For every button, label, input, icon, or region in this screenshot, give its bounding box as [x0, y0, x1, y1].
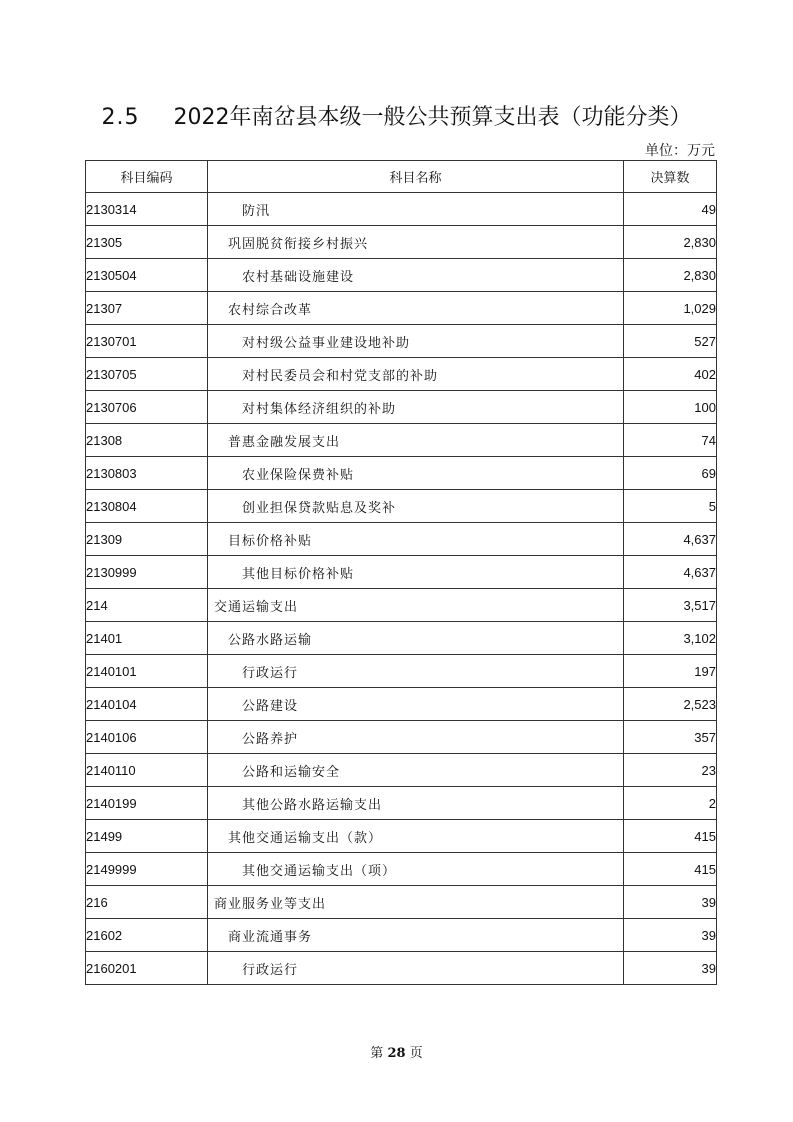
- subject-name: 对村集体经济组织的补助: [208, 391, 624, 424]
- subject-name: 防汛: [208, 193, 624, 226]
- final-amount: 2,830: [624, 226, 717, 259]
- table-row: [86, 787, 717, 820]
- subject-code: 21305: [86, 226, 208, 259]
- subject-code: 21307: [86, 292, 208, 325]
- table-row: [86, 820, 717, 853]
- subject-name: 目标价格补贴: [208, 523, 624, 556]
- subject-code: 2140199: [86, 787, 208, 820]
- subject-code: 21602: [86, 919, 208, 952]
- subject-name: 交通运输支出: [208, 589, 624, 622]
- subject-name: 其他交通运输支出（项）: [208, 853, 624, 886]
- final-amount: 1,029: [624, 292, 717, 325]
- subject-code: 2130999: [86, 556, 208, 589]
- final-amount: 4,637: [624, 556, 717, 589]
- subject-code: 2130803: [86, 457, 208, 490]
- table-row: [86, 556, 717, 589]
- header-code: 科目编码: [86, 161, 208, 193]
- final-amount: 49: [624, 193, 717, 226]
- subject-code: 2130701: [86, 325, 208, 358]
- final-amount: 402: [624, 358, 717, 391]
- subject-code: 2140106: [86, 721, 208, 754]
- subject-name: 公路建设: [208, 688, 624, 721]
- budget-table: [85, 160, 717, 985]
- subject-name: 其他公路水路运输支出: [208, 787, 624, 820]
- subject-name: 对村级公益事业建设地补助: [208, 325, 624, 358]
- final-amount: 2,523: [624, 688, 717, 721]
- table-row: [86, 688, 717, 721]
- final-amount: 357: [624, 721, 717, 754]
- subject-name: 对村民委员会和村党支部的补助: [208, 358, 624, 391]
- table-row: [86, 952, 717, 985]
- subject-code: 21401: [86, 622, 208, 655]
- subject-code: 216: [86, 886, 208, 919]
- subject-name: 创业担保贷款贴息及奖补: [208, 490, 624, 523]
- final-amount: 3,517: [624, 589, 717, 622]
- final-amount: 39: [624, 886, 717, 919]
- subject-code: 2130804: [86, 490, 208, 523]
- table-row: [86, 622, 717, 655]
- table-row: [86, 721, 717, 754]
- final-amount: 39: [624, 919, 717, 952]
- subject-code: 2140110: [86, 754, 208, 787]
- final-amount: 69: [624, 457, 717, 490]
- table-row: [86, 655, 717, 688]
- subject-name: 农村综合改革: [208, 292, 624, 325]
- header-name: 科目名称: [208, 161, 624, 193]
- table-header-row: [86, 161, 717, 193]
- subject-code: 21308: [86, 424, 208, 457]
- table-row: [86, 754, 717, 787]
- subject-code: 2149999: [86, 853, 208, 886]
- subject-name: 商业流通事务: [208, 919, 624, 952]
- table-row: [86, 226, 717, 259]
- table-row: [86, 325, 717, 358]
- table-row: [86, 589, 717, 622]
- table-row: [86, 292, 717, 325]
- subject-code: 2130504: [86, 259, 208, 292]
- subject-name: 公路水路运输: [208, 622, 624, 655]
- subject-name: 农村基础设施建设: [208, 259, 624, 292]
- table-row: [86, 919, 717, 952]
- final-amount: 527: [624, 325, 717, 358]
- page-suffix: 页: [409, 1046, 423, 1061]
- table-row: [86, 490, 717, 523]
- table-title: 2022年南岔县本级一般公共预算支出表（功能分类）: [173, 105, 692, 130]
- page-footer: [0, 1042, 793, 1061]
- section-number: 2.5: [101, 105, 140, 130]
- subject-name: 行政运行: [208, 655, 624, 688]
- table-row: [86, 424, 717, 457]
- subject-name: 巩固脱贫衔接乡村振兴: [208, 226, 624, 259]
- page-title: [0, 100, 793, 131]
- table-row: [86, 853, 717, 886]
- table-row: [86, 259, 717, 292]
- subject-name: 公路和运输安全: [208, 754, 624, 787]
- final-amount: 197: [624, 655, 717, 688]
- subject-code: 2140101: [86, 655, 208, 688]
- subject-name: 其他交通运输支出（款）: [208, 820, 624, 853]
- unit-label: 单位：万元: [645, 143, 715, 159]
- final-amount: 23: [624, 754, 717, 787]
- final-amount: 74: [624, 424, 717, 457]
- final-amount: 3,102: [624, 622, 717, 655]
- table-row: [86, 193, 717, 226]
- header-amount: 决算数: [624, 161, 717, 193]
- table-row: [86, 391, 717, 424]
- table-row: [86, 886, 717, 919]
- subject-code: 2130705: [86, 358, 208, 391]
- subject-name: 行政运行: [208, 952, 624, 985]
- table-row: [86, 358, 717, 391]
- table-row: [86, 523, 717, 556]
- subject-code: 2130706: [86, 391, 208, 424]
- final-amount: 2,830: [624, 259, 717, 292]
- page-prefix: 第: [370, 1046, 384, 1061]
- subject-code: 21309: [86, 523, 208, 556]
- subject-name: 普惠金融发展支出: [208, 424, 624, 457]
- subject-code: 2140104: [86, 688, 208, 721]
- final-amount: 4,637: [624, 523, 717, 556]
- final-amount: 39: [624, 952, 717, 985]
- subject-name: 商业服务业等支出: [208, 886, 624, 919]
- subject-name: 农业保险保费补贴: [208, 457, 624, 490]
- final-amount: 2: [624, 787, 717, 820]
- subject-code: 214: [86, 589, 208, 622]
- subject-name: 其他目标价格补贴: [208, 556, 624, 589]
- subject-code: 2130314: [86, 193, 208, 226]
- page-number: 28: [387, 1046, 406, 1061]
- subject-code: 21499: [86, 820, 208, 853]
- subject-code: 2160201: [86, 952, 208, 985]
- final-amount: 415: [624, 853, 717, 886]
- final-amount: 5: [624, 490, 717, 523]
- final-amount: 415: [624, 820, 717, 853]
- subject-name: 公路养护: [208, 721, 624, 754]
- table-row: [86, 457, 717, 490]
- final-amount: 100: [624, 391, 717, 424]
